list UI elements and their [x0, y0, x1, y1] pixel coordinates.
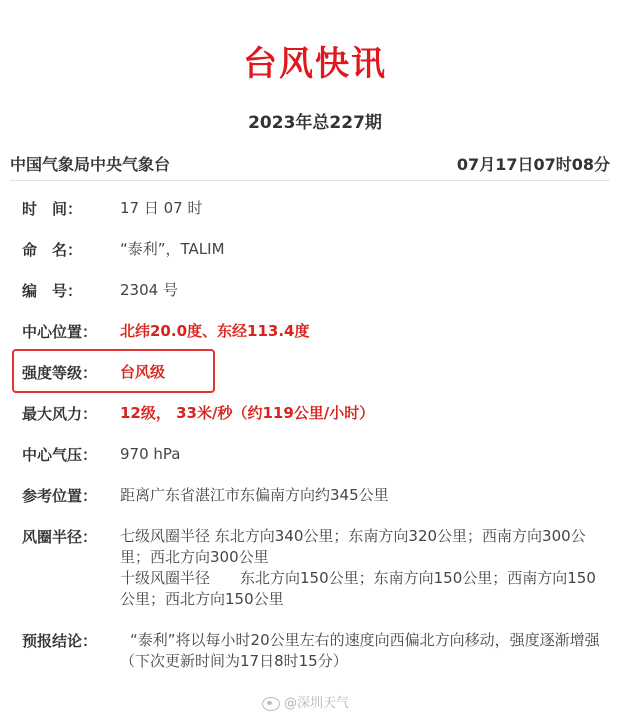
- issue-number: 2023年总227期: [248, 113, 382, 133]
- next-update-note: （下次更新时间为17日8时15分）: [120, 652, 348, 670]
- number-label: 编 号：: [22, 282, 83, 300]
- center-label: 中心位置：: [22, 323, 98, 341]
- name-label: 命 名：: [22, 241, 83, 259]
- forecast-value: [120, 630, 604, 672]
- intensity-label: 强度等级：: [22, 364, 98, 382]
- weibo-watermark: [262, 692, 349, 711]
- weibo-icon: [262, 697, 280, 711]
- center-value: 北纬20.0度、东经113.4度: [120, 322, 310, 340]
- pressure-label: 中心气压：: [22, 446, 98, 464]
- pressure-value: 970 hPa: [120, 445, 181, 463]
- radius-line-7: 七级风圈半径 东北方向340公里；东南方向320公里；西南方向300公里；西北方向300公里: [120, 527, 586, 566]
- time-label: 时 间：: [22, 200, 83, 218]
- reference-label: 参考位置：: [22, 487, 98, 505]
- radius-label: 风圈半径：: [22, 528, 98, 546]
- watermark-text: @深圳天气: [284, 696, 350, 711]
- forecast-label: 预报结论：: [22, 632, 98, 650]
- radius-line-10: 十级风圈半径 东北方向150公里；东南方向150公里；西南方向150公里；西北方向150公里: [120, 569, 596, 608]
- max-wind-value: 12级， 33米/秒（约119公里/小时）: [120, 404, 375, 422]
- reference-value: 距离广东省湛江市东偏南方向约345公里: [120, 486, 389, 504]
- radius-value: [120, 526, 604, 610]
- forecast-text: “泰利”将以每小时20公里左右的速度向西偏北方向移动，强度逐渐增强: [130, 631, 600, 649]
- page-title: 台风快讯: [243, 44, 387, 84]
- divider: [10, 180, 610, 181]
- issue-datetime: 07月17日07时08分: [456, 155, 610, 174]
- agency-name: 中国气象局中央气象台: [10, 155, 171, 174]
- time-value: 17 日 07 时: [120, 199, 203, 217]
- header-row: [10, 152, 610, 176]
- intensity-value: 台风级: [120, 363, 166, 381]
- name-value: “泰利”，TALIM: [120, 240, 225, 258]
- max-wind-label: 最大风力：: [22, 405, 98, 423]
- number-value: 2304 号: [120, 281, 178, 299]
